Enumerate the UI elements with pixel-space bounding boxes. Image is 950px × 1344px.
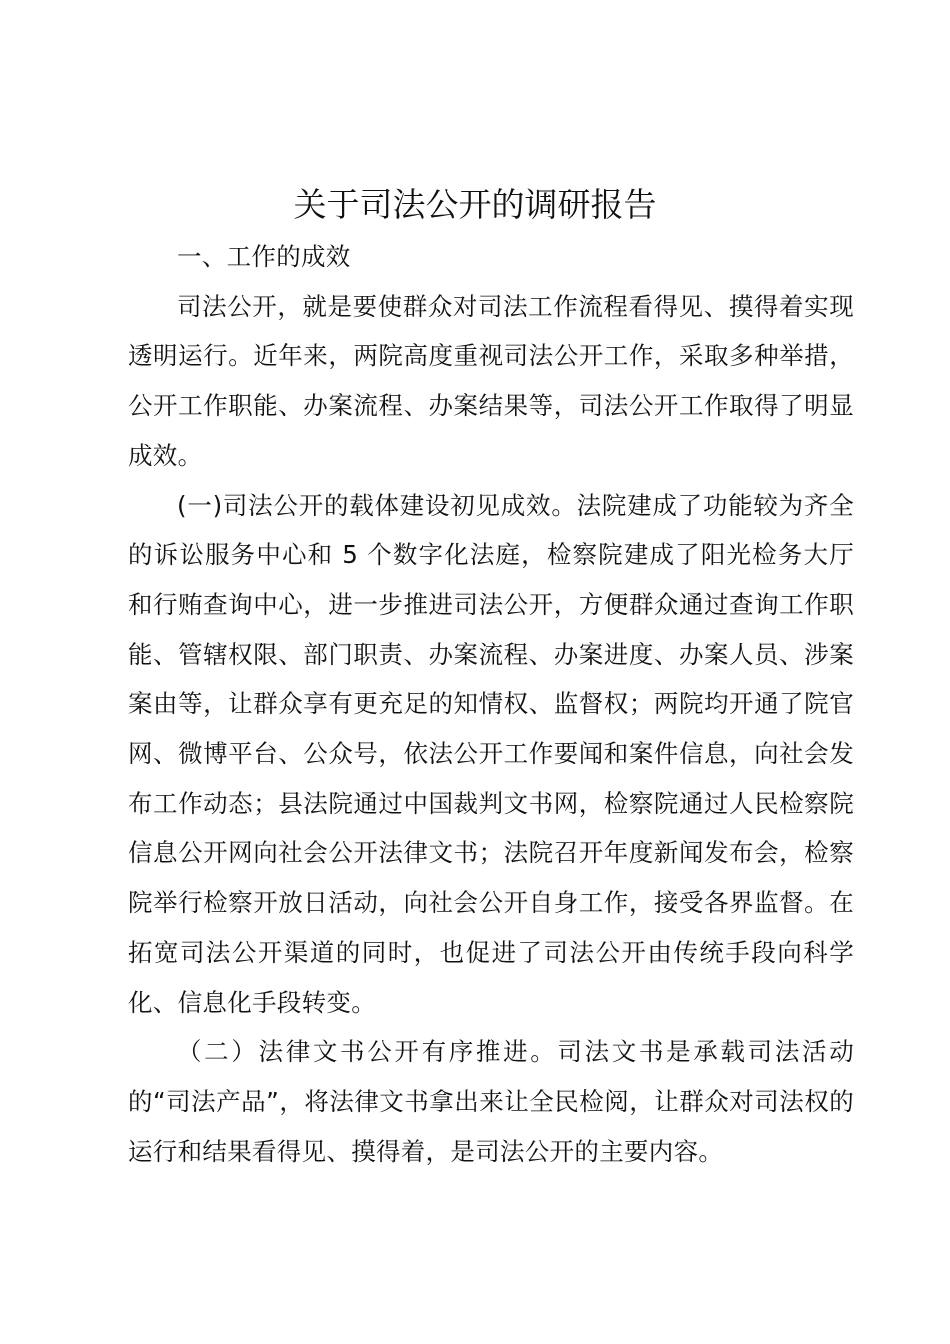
body-paragraph: （二）法律文书公开有序推进。司法文书是承载司法活动的“司法产品”，将法律文书拿出来让全民检阅，让群众对司法权的运行和结果看得见、摸得着，是司法公开的主要内容。 <box>128 1037 854 1166</box>
section-heading: 一、工作的成效 <box>177 242 351 271</box>
document-title: 关于司法公开的调研报告 <box>293 185 657 224</box>
body-paragraph: 司法公开，就是要使群众对司法工作流程看得见、摸得着实现透明运行。近年来，两院高度重视司法公开工作，采取多种举措，公开工作职能、办案流程、办案结果等，司法公开工作取得了明显成效。 <box>128 291 854 470</box>
body-paragraph: (一)司法公开的载体建设初见成效。法院建成了功能较为齐全的诉讼服务中心和 5 个数字化法庭，检察院建成了阳光检务大厅和行贿查询中心，进一步推进司法公开，方便群众通过查询工作职能、管辖权限、部门职责、办案流程、办案进度、办案人员、涉案案由等，让群众享有更充足的知情权、监督权；两院均开通了院官网、微博平台、公众号，依法公开工作要闻和案件信息，向社会发布工作动态；县法院通过中国裁判文书网，检察院通过人民检察院信息公开网向社会公开法律文书；法院召开年度新闻发布会，检察院举行检察开放日活动，向社会公开自身工作，接受各界监督。在拓宽司法公开渠道的同时，也促进了司法公开由传统手段向科学化、信息化手段转变。 <box>128 490 854 1017</box>
document-body <box>128 232 854 1176</box>
